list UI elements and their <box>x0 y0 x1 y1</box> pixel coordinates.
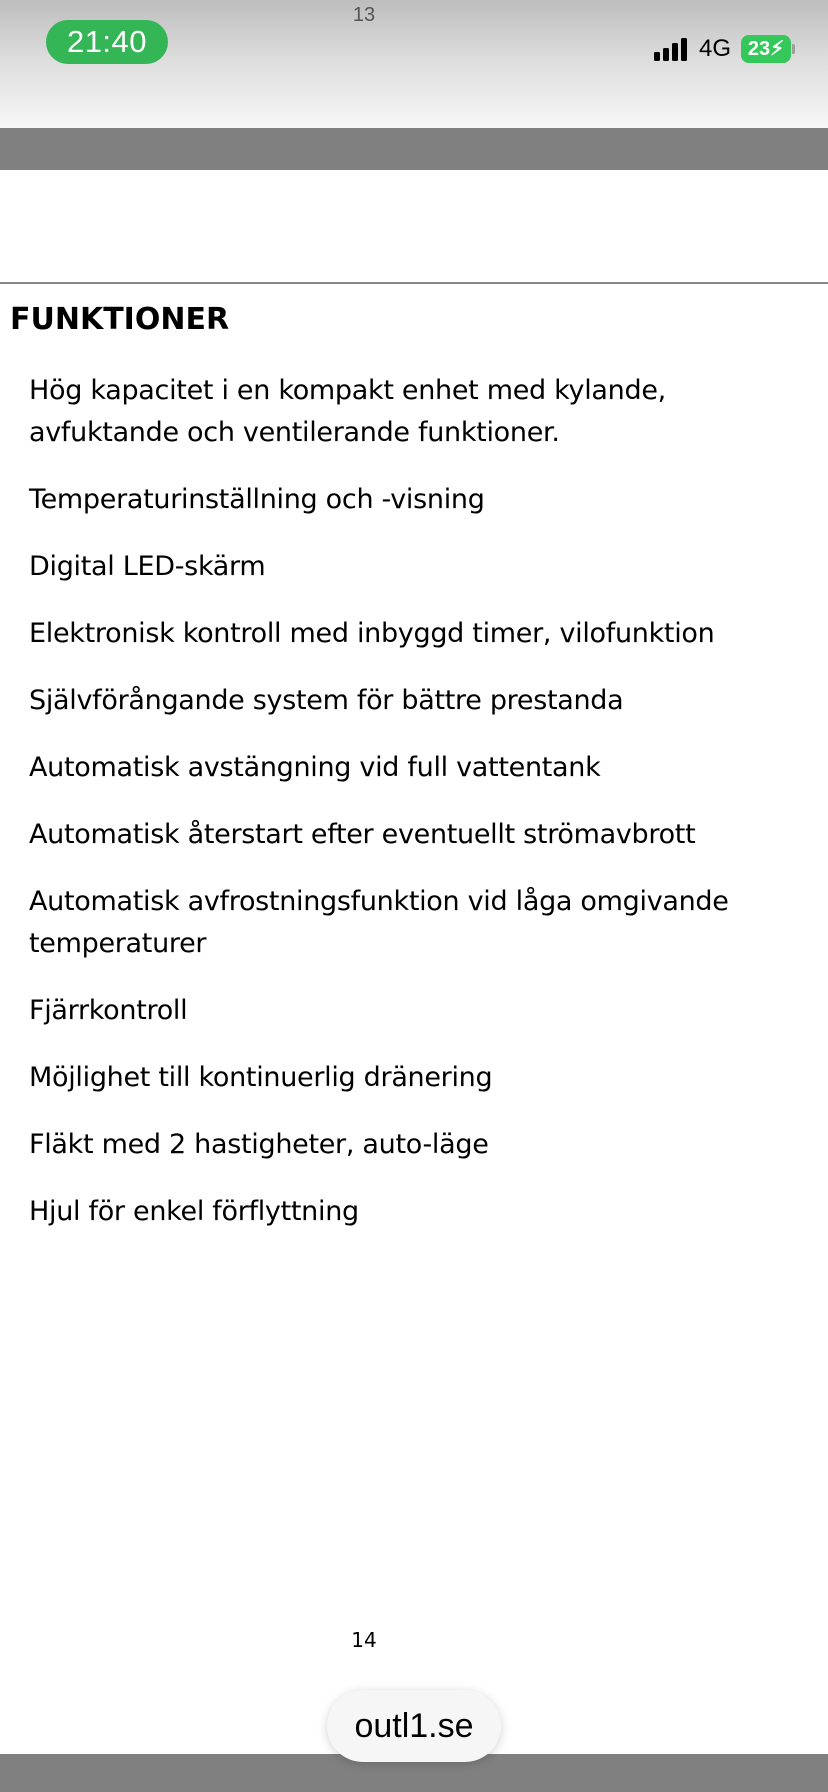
url-bar[interactable]: outl1.se <box>327 1690 501 1762</box>
feature-item: Automatisk återstart efter eventuellt strömavbrott <box>29 819 696 850</box>
feature-item: Automatisk avfrostningsfunktion vid låga omgivande temperaturer <box>29 886 729 959</box>
bolt-icon: ⚡︎ <box>770 38 785 60</box>
page-separator-band <box>0 128 828 170</box>
feature-item: Fjärrkontroll <box>29 995 188 1026</box>
status-time[interactable]: 21:40 <box>46 20 168 64</box>
header-rule <box>0 282 828 284</box>
previous-page-number: 13 <box>352 4 376 26</box>
feature-item: Digital LED-skärm <box>29 551 266 582</box>
status-bar <box>0 0 828 128</box>
network-type-label: 4G <box>699 35 732 62</box>
feature-item: Automatisk avstängning vid full vattentank <box>29 752 601 783</box>
feature-item: Hög kapacitet i en kompakt enhet med kylande, avfuktande och ventilerande funktioner. <box>29 375 666 448</box>
feature-item: Hjul för enkel förflyttning <box>29 1196 359 1227</box>
battery-percent: 23 <box>747 38 771 60</box>
battery-icon <box>741 35 791 63</box>
battery-tip <box>792 44 795 54</box>
feature-item: Självförångande system för bättre prestanda <box>29 685 624 716</box>
page-number: 14 <box>351 1628 377 1652</box>
section-title: FUNKTIONER <box>10 302 230 337</box>
feature-item: Fläkt med 2 hastigheter, auto-läge <box>29 1129 489 1160</box>
feature-list <box>29 370 819 1258</box>
feature-item: Möjlighet till kontinuerlig dränering <box>29 1062 493 1093</box>
signal-bars-icon <box>654 37 690 61</box>
feature-item: Elektronisk kontroll med inbyggd timer, vilofunktion <box>29 618 715 649</box>
feature-item: Temperaturinställning och -visning <box>29 484 485 515</box>
